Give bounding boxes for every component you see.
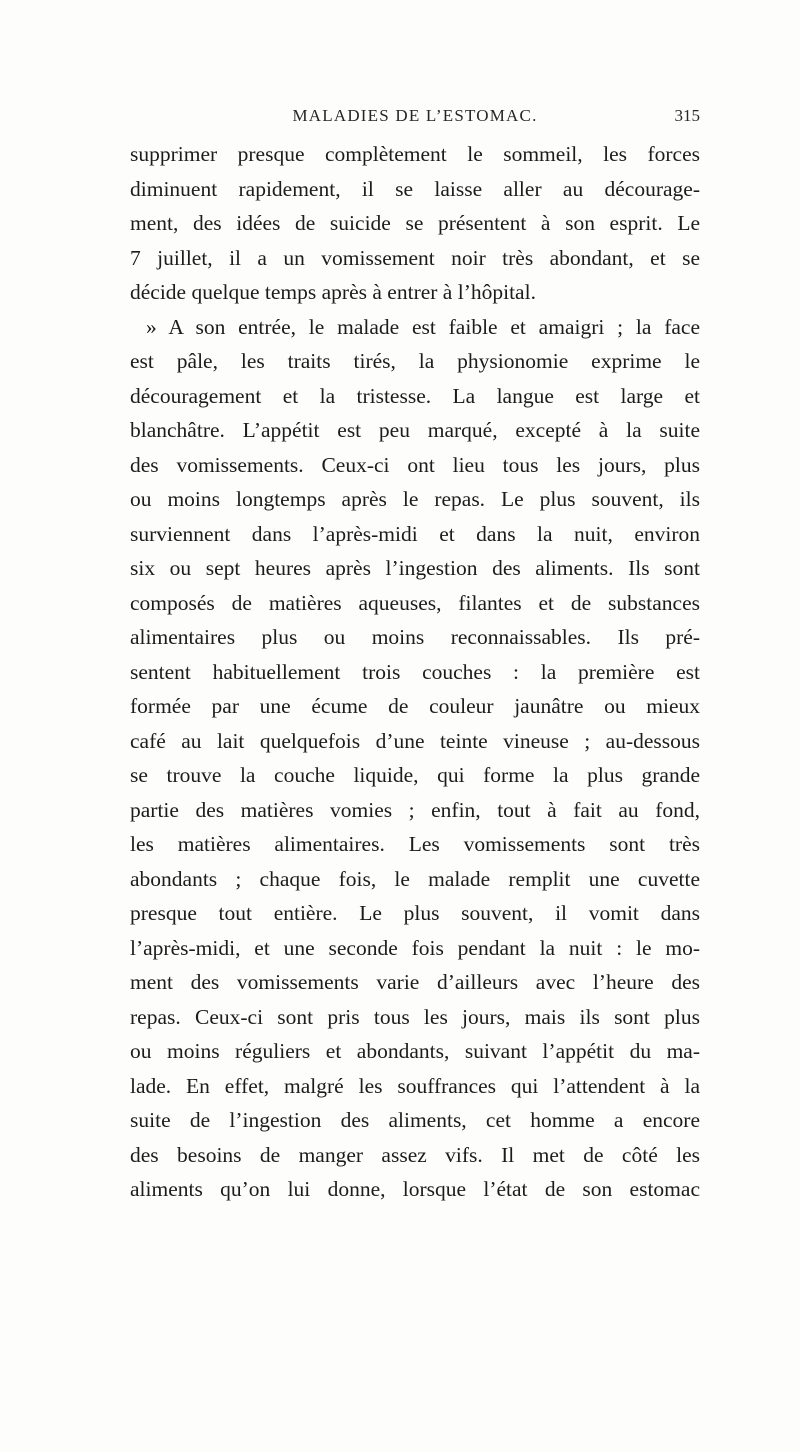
text-line: blanchâtre. L’appétit est peu marqué, excepté à la suite (130, 418, 700, 442)
text-line: café au lait quelquefois d’une teinte vineuse ; au-dessous (130, 728, 700, 753)
text-line: formée par une écume de couleur jaunâtre ou mieux (130, 694, 700, 718)
text-line: partie des matières vomies ; enfin, tout à fait au fond, (130, 797, 700, 822)
text-line: alimentaires plus ou moins reconnaissables. Ils pré- (130, 625, 700, 649)
text-line: surviennent dans l’après-midi et dans la nuit, environ (130, 521, 700, 546)
running-head (130, 106, 700, 132)
text-line: supprimer presque complètement le sommeil, les forces (130, 142, 700, 166)
text-line: » A son entrée, le malade est faible et amaigri ; la face (146, 314, 700, 339)
text-line: l’après-midi, et une seconde fois pendant la nuit : le mo- (130, 935, 700, 960)
text-line: suite de l’ingestion des aliments, cet homme a encore (130, 1108, 700, 1132)
text-line: ment, des idées de suicide se présentent à son esprit. Le (130, 211, 700, 235)
text-line: aliments qu’on lui donne, lorsque l’état de son estomac (130, 1177, 700, 1201)
text-line: presque tout entière. Le plus souvent, il vomit dans (130, 901, 700, 925)
text-line: composés de matières aqueuses, filantes et de substances (130, 590, 700, 615)
text-line: est pâle, les traits tirés, la physionomie exprime le (130, 349, 700, 373)
text-line: 7 juillet, il a un vomissement noir très abondant, et se (130, 245, 700, 270)
text-line: des besoins de manger assez vifs. Il met de côté les (130, 1142, 700, 1167)
page-number: 315 (674, 106, 700, 125)
text-line: sentent habituellement trois couches : la première est (130, 659, 700, 684)
text-line: diminuent rapidement, il se laisse aller au découragе- (130, 176, 700, 201)
text-line: ou moins réguliers et abondants, suivant l’appétit du ma- (130, 1039, 700, 1063)
running-title: MALADIES DE L’ESTOMAC. (292, 106, 538, 125)
text-line: décide quelque temps après à entrer à l’hôpital. (130, 280, 536, 304)
text-line: des vomissements. Ceux-ci ont lieu tous les jours, plus (130, 452, 700, 477)
text-line: lade. En effet, malgré les souffrances qui l’attendent à la (130, 1073, 700, 1098)
text-line: ou moins longtemps après le repas. Le plus souvent, ils (130, 487, 700, 511)
text-line: ment des vomissements varie d’ailleurs avec l’heure des (130, 970, 700, 994)
text-line: abondants ; chaque fois, le malade remplit une cuvette (130, 866, 700, 891)
text-line: six ou sept heures après l’ingestion des aliments. Ils sont (130, 556, 700, 580)
text-line: se trouve la couche liquide, qui forme la plus grande (130, 763, 700, 787)
body-text (130, 137, 700, 1207)
text-line: les matières alimentaires. Les vomissements sont très (130, 832, 700, 856)
text-line: découragement et la tristesse. La langue est large et (130, 383, 700, 408)
text-line: repas. Ceux-ci sont pris tous les jours, mais ils sont plus (130, 1004, 700, 1029)
